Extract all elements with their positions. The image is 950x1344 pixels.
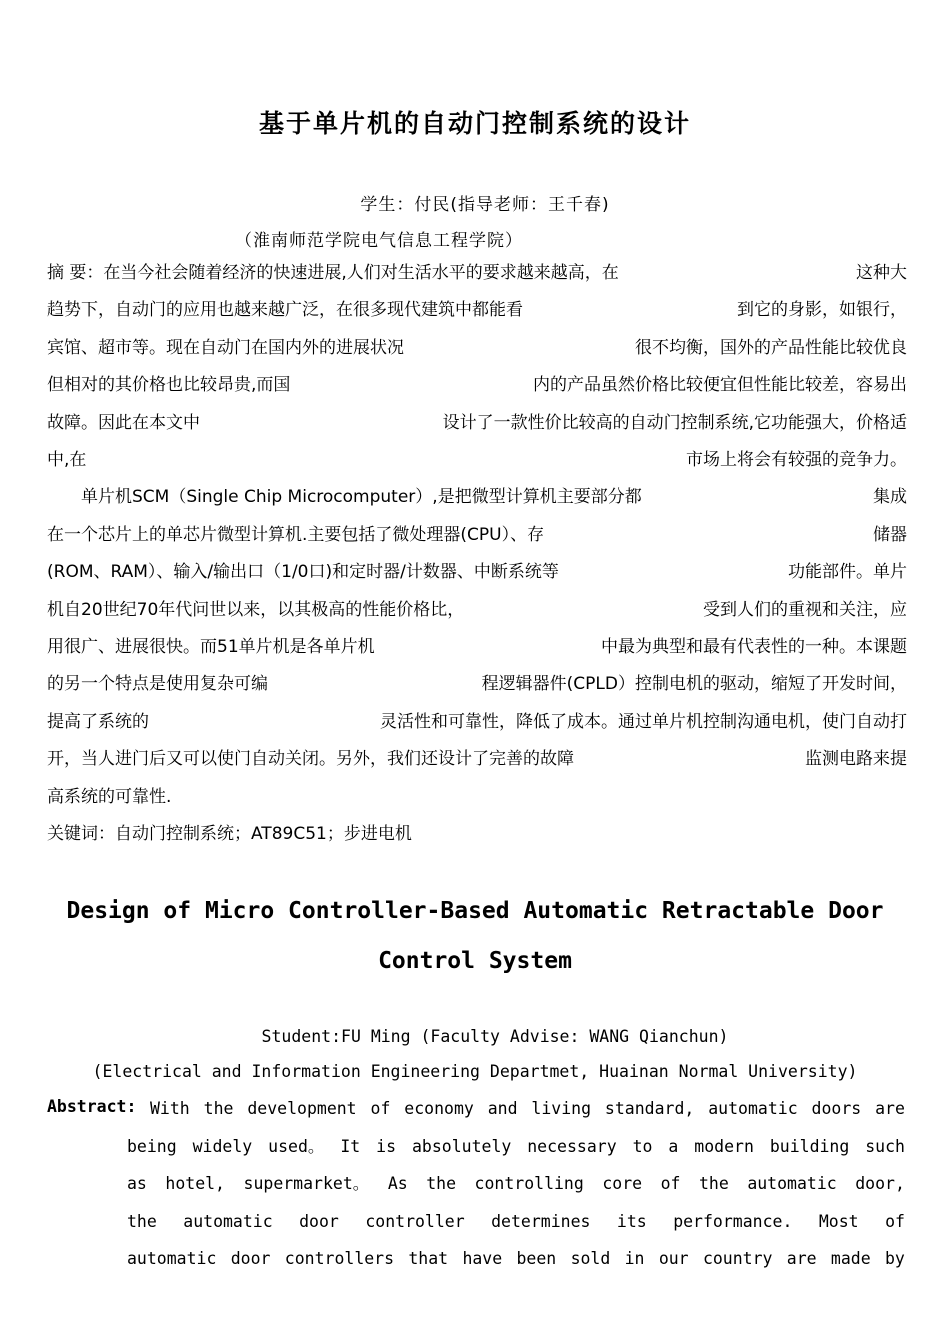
chinese-abstract-line — [47, 371, 907, 399]
english-abstract-word: door, — [855, 1174, 905, 1193]
chinese-abstract-segment: 机自20世纪70年代问世以来，以其极高的性能价格比， — [47, 599, 465, 620]
english-abstract-word: It — [340, 1136, 361, 1156]
english-abstract-word: performance. — [673, 1211, 793, 1231]
english-abstract-word: doors — [811, 1099, 862, 1118]
chinese-abstract-segment: 中最为典型和最有代表性的一种。本课题 — [601, 637, 907, 657]
english-abstract-word: modern — [694, 1136, 754, 1156]
chinese-abstract-line — [47, 296, 907, 324]
chinese-abstract-line — [47, 483, 907, 511]
english-abstract-word: the — [127, 1211, 157, 1231]
english-abstract-word: absolutely — [411, 1136, 512, 1156]
chinese-abstract-segment: (ROM、RAM）、输入/输出口（1/0口)和定时器/计数器、中断系统等 — [47, 562, 559, 583]
english-abstract-line — [127, 1209, 905, 1235]
english-abstract-word: and — [487, 1099, 518, 1118]
english-abstract-word: by — [884, 1249, 905, 1268]
english-student-line: Student:FU Ming (Faculty Advise: WANG Qianchun) — [261, 1027, 729, 1046]
english-abstract-word: widely — [192, 1136, 253, 1156]
english-abstract-word: core — [602, 1174, 643, 1193]
english-abstract-word: As — [387, 1174, 408, 1193]
english-abstract-word: building — [769, 1136, 850, 1156]
chinese-abstract-segment: 监测电路来提 — [805, 749, 907, 770]
english-abstract-word: necessary — [527, 1136, 617, 1156]
chinese-abstract-line — [47, 820, 907, 848]
english-abstract-word: a — [668, 1136, 679, 1156]
english-abstract-word: With — [150, 1099, 190, 1118]
chinese-abstract-segment: 高系统的可靠性. — [47, 786, 172, 807]
english-title-line-1: Design of Micro Controller-Based Automatic Retractable Door — [66, 898, 884, 924]
english-title-line-2: Control System — [378, 948, 572, 974]
english-abstract-word: of — [660, 1174, 681, 1193]
english-abstract-word: been — [516, 1249, 557, 1268]
english-abstract-word: hotel, — [165, 1174, 225, 1193]
chinese-abstract-segment: 集成 — [873, 487, 907, 508]
chinese-abstract-line — [47, 670, 907, 698]
english-abstract-line — [127, 1171, 905, 1197]
chinese-abstract-segment: 这种大 — [856, 263, 907, 283]
chinese-abstract-line — [47, 708, 907, 736]
english-abstract-word: economy — [404, 1099, 474, 1118]
english-abstract-word: are — [875, 1099, 905, 1118]
english-abstract-word: automatic — [127, 1249, 217, 1268]
chinese-abstract-line — [47, 558, 907, 586]
english-abstract-word: the — [426, 1174, 457, 1193]
chinese-abstract-segment: 用很广、进展很快。而51单片机是各单片机 — [47, 637, 375, 657]
chinese-abstract-line — [47, 521, 907, 549]
english-abstract-word: Most — [818, 1211, 859, 1231]
english-abstract-word: door — [230, 1249, 271, 1268]
english-abstract-word: controller — [365, 1211, 465, 1231]
chinese-abstract-segment: 开，当人进门后又可以使门自动关闭。另外，我们还设计了完善的故障 — [47, 749, 574, 770]
english-abstract-word: of — [885, 1211, 905, 1231]
english-abstract-word: the — [203, 1099, 234, 1118]
english-abstract-word: standard, — [604, 1099, 695, 1118]
english-abstract-word: the — [698, 1174, 729, 1193]
chinese-abstract-segment: 市场上将会有较强的竞争力。 — [686, 450, 907, 470]
chinese-abstract-line — [47, 596, 907, 624]
english-abstract-word: made — [830, 1249, 871, 1268]
chinese-abstract-segment: 故障。因此在本文中 — [47, 412, 200, 433]
chinese-abstract-segment: 内的产品虽然价格比较便宜但性能比较差，容易出 — [533, 375, 907, 396]
chinese-abstract-segment: 受到人们的重视和关注，应 — [703, 599, 907, 620]
english-abstract-word: door — [299, 1211, 339, 1231]
chinese-abstract-line — [47, 259, 907, 287]
chinese-abstract-line — [47, 446, 907, 474]
chinese-abstract-segment: 趋势下，自动门的应用也越来越广泛，在很多现代建筑中都能看 — [47, 300, 523, 321]
english-abstract-line — [150, 1096, 905, 1122]
english-abstract-word: being — [127, 1136, 177, 1156]
english-abstract-word: of — [370, 1099, 391, 1118]
english-abstract-word: that — [408, 1249, 449, 1268]
english-abstract-label: Abstract: — [47, 1097, 137, 1116]
english-abstract-word: is — [376, 1136, 397, 1156]
chinese-abstract-segment: 提高了系统的 — [47, 711, 149, 732]
chinese-abstract-segment: 的另一个特点是使用复杂可编 — [47, 674, 268, 695]
english-abstract-word: to — [632, 1136, 653, 1156]
english-abstract-word: controlling — [474, 1174, 584, 1193]
chinese-abstract-segment: 程逻辑器件(CPLD）控制电机的驱动，缩短了开发时间， — [481, 674, 907, 695]
english-abstract-word: are — [786, 1249, 817, 1268]
chinese-abstract-segment: 在一个芯片上的单芯片微型计算机.主要包括了微处理器(CPU）、存 — [47, 524, 545, 545]
chinese-abstract-segment: 中,在 — [47, 450, 87, 470]
chinese-abstract-segment: 很不均衡，国外的产品性能比较优良 — [635, 337, 907, 358]
chinese-abstract-line — [47, 783, 907, 811]
english-abstract-word: supermarket。 — [243, 1174, 370, 1193]
chinese-abstract-segment: 设计了一款性价比较高的自动门控制系统,它功能强大，价格适 — [442, 412, 907, 433]
english-affiliation: (Electrical and Information Engineering Departmet, Huainan Normal University) — [92, 1062, 858, 1081]
english-abstract-word: country — [702, 1249, 773, 1268]
english-abstract-word: development — [247, 1099, 357, 1118]
english-abstract-word: in — [624, 1249, 645, 1268]
chinese-abstract-segment: 关键词：自动门控制系统；AT89C51；步进电机 — [47, 824, 412, 844]
chinese-abstract-line — [47, 409, 907, 437]
english-abstract-word: our — [658, 1249, 689, 1268]
chinese-abstract-segment: 但相对的其价格也比较昂贵,而国 — [47, 375, 291, 396]
english-abstract-word: determines — [491, 1211, 591, 1231]
chinese-abstract-line — [47, 633, 907, 661]
chinese-affiliation: （淮南师范学院电气信息工程学院） — [235, 231, 523, 251]
english-abstract-word: such — [865, 1136, 905, 1156]
chinese-abstract-line — [47, 745, 907, 773]
english-abstract-word: used。 — [268, 1136, 325, 1156]
chinese-abstract-segment: 功能部件。单片 — [788, 562, 907, 583]
chinese-title: 基于单片机的自动门控制系统的设计 — [258, 109, 691, 138]
english-abstract-line — [127, 1246, 905, 1272]
english-abstract-word: as — [127, 1174, 147, 1193]
english-abstract-word: have — [462, 1249, 503, 1268]
chinese-abstract-line — [47, 334, 907, 362]
english-abstract-word: controllers — [284, 1249, 395, 1268]
english-abstract-word: automatic — [183, 1211, 273, 1231]
english-abstract-word: sold — [570, 1249, 611, 1268]
english-abstract-word: living — [531, 1099, 592, 1118]
english-abstract-word: its — [616, 1211, 647, 1231]
chinese-student-line: 学生：付民(指导老师：王千春) — [360, 195, 610, 215]
chinese-abstract-segment: 储器 — [873, 524, 907, 545]
english-abstract-line — [127, 1134, 905, 1160]
english-abstract-word: automatic — [747, 1174, 837, 1193]
chinese-abstract-segment: 摘 要：在当今社会随着经济的快速进展,人们对生活水平的要求越来越高，在 — [47, 263, 619, 283]
chinese-abstract-segment: 宾馆、超市等。现在自动门在国内外的进展状况 — [47, 337, 404, 358]
chinese-abstract-segment: 到它的身影，如银行， — [737, 300, 907, 321]
chinese-abstract-segment: 灵活性和可靠性，降低了成本。通过单片机控制沟通电机，使门自动打 — [380, 711, 907, 732]
english-abstract-word: automatic — [708, 1099, 798, 1118]
chinese-abstract-segment: 单片机SCM（Single Chip Microcomputer）,是把微型计算机主要部分都 — [47, 487, 642, 508]
